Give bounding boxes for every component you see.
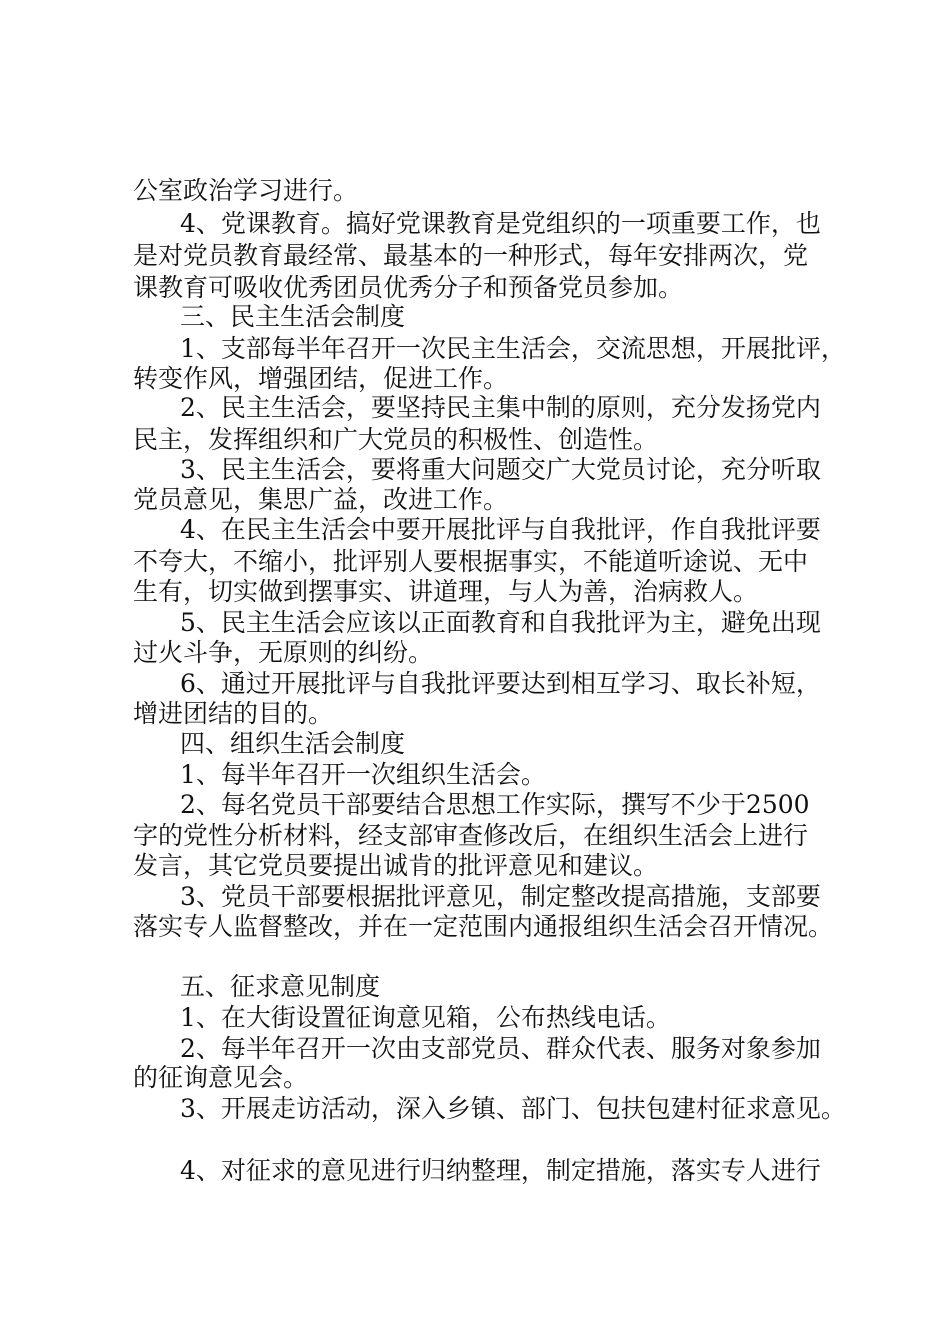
text-line: 生有，切实做到摆事实、讲道理，与人为善，治病救人。 bbox=[133, 577, 759, 606]
text-line: 4、在民主生活会中要开展批评与自我批评，作自我批评要 bbox=[180, 515, 821, 544]
section-heading: 四、组织生活会制度 bbox=[180, 729, 406, 758]
text-line: 3、党员干部要根据批评意见，制定整改提高措施，支部要 bbox=[180, 882, 821, 911]
text-line: 1、在大街设置征询意见箱，公布热线电话。 bbox=[180, 1003, 671, 1032]
text-line: 4、对征求的意见进行归纳整理，制定措施，落实专人进行 bbox=[180, 1156, 821, 1185]
text-line: 课教育可吸收优秀团员优秀分子和预备党员参加。 bbox=[133, 273, 684, 302]
text-line: 发言，其它党员要提出诚肯的批评意见和建议。 bbox=[133, 851, 659, 880]
text-line: 不夸大，不缩小，批评别人要根据事实，不能道听途说、无中 bbox=[133, 547, 809, 576]
section-heading: 五、征求意见制度 bbox=[180, 972, 381, 1001]
text-line: 1、每半年召开一次组织生活会。 bbox=[180, 760, 546, 789]
text-line: 2、每名党员干部要结合思想工作实际，撰写不少于2500 bbox=[180, 790, 810, 819]
text-line: 2、每半年召开一次由支部党员、群众代表、服务对象参加 bbox=[180, 1034, 821, 1063]
text-line: 转变作风，增强团结，促进工作。 bbox=[133, 364, 509, 393]
section-heading: 三、民主生活会制度 bbox=[180, 302, 406, 331]
text-line: 3、开展走访活动，深入乡镇、部门、包扶包建村征求意见。 bbox=[180, 1094, 846, 1123]
text-line: 2、民主生活会，要坚持民主集中制的原则，充分发扬党内 bbox=[180, 393, 821, 422]
text-line: 的征询意见会。 bbox=[133, 1063, 309, 1092]
text-line: 5、民主生活会应该以正面教育和自我批评为主，避免出现 bbox=[180, 608, 821, 637]
text-line: 公室政治学习进行。 bbox=[133, 176, 359, 205]
text-line: 1、支部每半年召开一次民主生活会，交流思想，开展批评， bbox=[180, 334, 846, 363]
text-line: 党员意见，集思广益，改进工作。 bbox=[133, 485, 509, 514]
text-line: 4、党课教育。搞好党课教育是党组织的一项重要工作，也 bbox=[180, 209, 821, 238]
text-line: 落实专人监督整改，并在一定范围内通报组织生活会召开情况。 bbox=[133, 912, 834, 941]
text-line: 是对党员教育最经常、最基本的一种形式，每年安排两次，党 bbox=[133, 241, 809, 270]
text-line: 6、通过开展批评与自我批评要达到相互学习、取长补短， bbox=[180, 669, 821, 698]
text-line: 增进团结的目的。 bbox=[133, 699, 334, 728]
text-line: 过火斗争，无原则的纠纷。 bbox=[133, 638, 434, 667]
text-line: 3、民主生活会，要将重大问题交广大党员讨论，充分听取 bbox=[180, 455, 821, 484]
text-line: 民主，发挥组织和广大党员的积极性、创造性。 bbox=[133, 425, 659, 454]
text-line: 字的党性分析材料，经支部审查修改后，在组织生活会上进行 bbox=[133, 821, 809, 850]
